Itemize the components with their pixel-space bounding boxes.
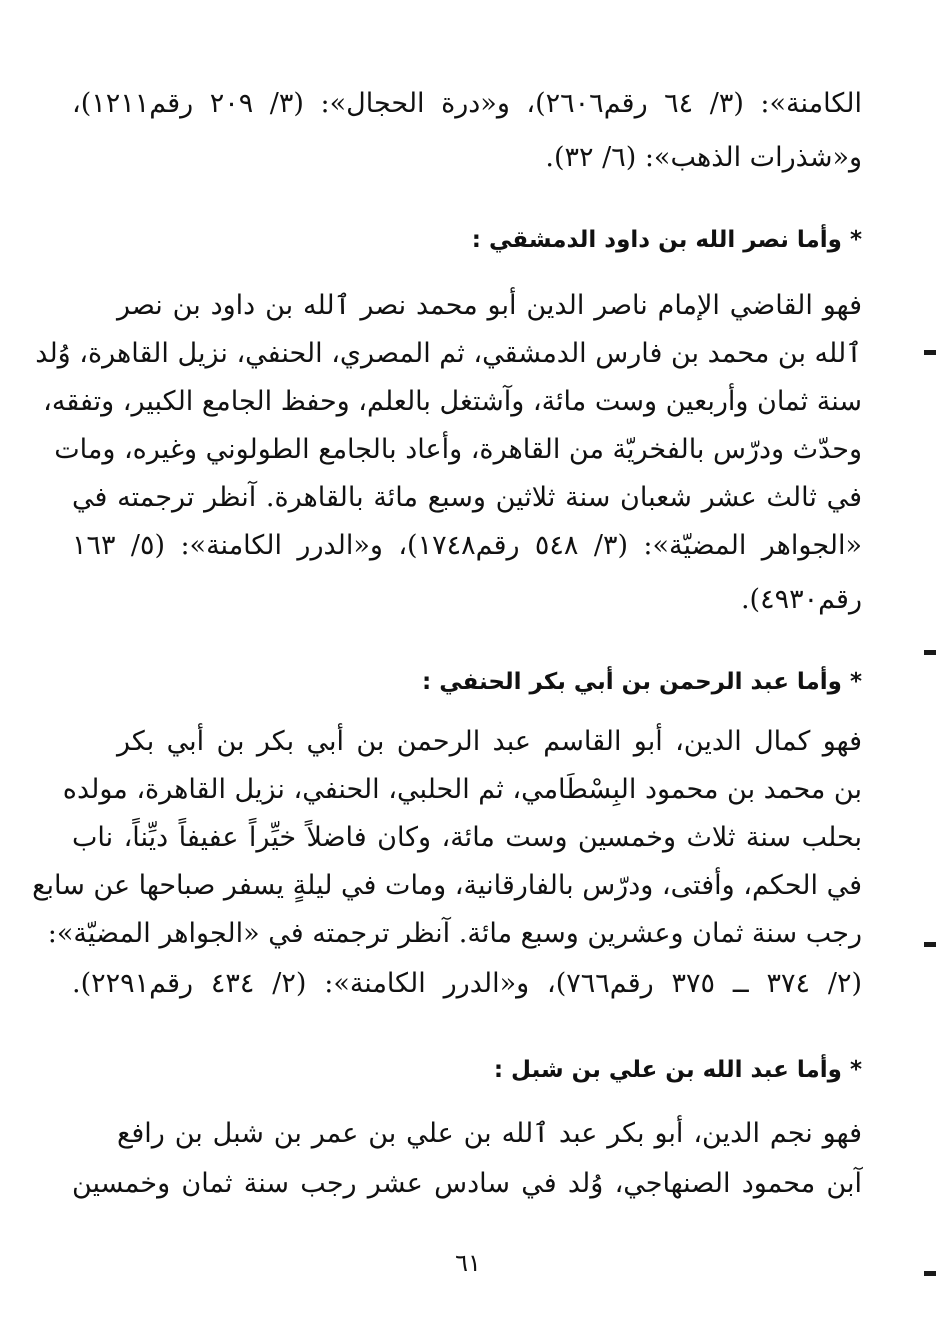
text-line: فهو نجم الدين، أبو بكر عبد ٱلله بن علي بن عمر بن شبل بن رافع xyxy=(117,1118,862,1149)
page-edge-mark xyxy=(924,1271,936,1276)
text-line: فهو القاضي الإمام ناصر الدين أبو محمد نصر ٱلله بن داود بن نصر xyxy=(117,290,862,321)
page-edge-mark xyxy=(924,942,936,947)
text-line: (٢/ ٣٧٤ ــ ٣٧٥ رقم٧٦٦)، و«الدرر الكامنة»: (٢/ ٤٣٤ رقم٢٢٩١). xyxy=(72,968,863,999)
text-line: رقم٤٩٣٠). xyxy=(740,584,862,615)
text-line: بحلب سنة ثلاث وخمسين وست مائة، وكان فاضلاً خيِّراً عفيفاً ديِّناً، ناب xyxy=(72,822,862,853)
text-line: الكامنة»: (٣/ ٦٤ رقم٢٦٠٦)، و«درة الحجال»: (٣/ ٢٠٩ رقم١٢١١)، xyxy=(72,88,862,119)
page-number: ٦١ xyxy=(455,1249,481,1277)
text-line: في الحكم، وأفتى، ودرّس بالفارقانية، ومات في ليلةٍ يسفر صباحها عن سابع xyxy=(32,870,862,901)
text-line: وحدّث ودرّس بالفخريّة من القاهرة، وأعاد بالجامع الطولوني وغيره، ومات xyxy=(54,434,862,465)
text-line: و«شذرات الذهب»: (٦/ ٣٢). xyxy=(545,142,862,173)
page-edge-mark xyxy=(924,350,936,355)
text-line: «الجواهر المضيّة»: (٣/ ٥٤٨ رقم١٧٤٨)، و«الدرر الكامنة»: (٥/ ١٦٣ xyxy=(72,530,863,561)
section-heading: * وأما نصر الله بن داود الدمشقي : xyxy=(471,227,862,253)
text-line: في ثالث عشر شعبان سنة ثلاثين وسبع مائة بالقاهرة. آنظر ترجمته في xyxy=(72,482,862,513)
text-line: رجب سنة ثمان وعشرين وسبع مائة. آنظر ترجمته في «الجواهر المضيّة»: xyxy=(47,918,862,949)
text-line: بن محمد بن محمود البِسْطَامي، ثم الحلبي، الحنفي، نزيل القاهرة، مولده xyxy=(62,774,862,805)
section-heading: * وأما عبد الله بن علي بن شبل : xyxy=(493,1057,862,1083)
text-line: سنة ثمان وأربعين وست مائة، وآشتغل بالعلم، وحفظ الجامع الكبير، وتفقه، xyxy=(43,386,862,417)
text-line: ٱلله بن محمد بن فارس الدمشقي، ثم المصري، الحنفي، نزيل القاهرة، وُلد xyxy=(35,338,862,369)
text-line: فهو كمال الدين، أبو القاسم عبد الرحمن بن أبي بكر بن أبي بكر xyxy=(117,726,862,757)
text-line: آبن محمود الصنهاجي، وُلد في سادس عشر رجب سنة ثمان وخمسين xyxy=(72,1168,862,1199)
section-heading: * وأما عبد الرحمن بن أبي بكر الحنفي : xyxy=(422,669,862,695)
page-edge-mark xyxy=(924,650,936,655)
